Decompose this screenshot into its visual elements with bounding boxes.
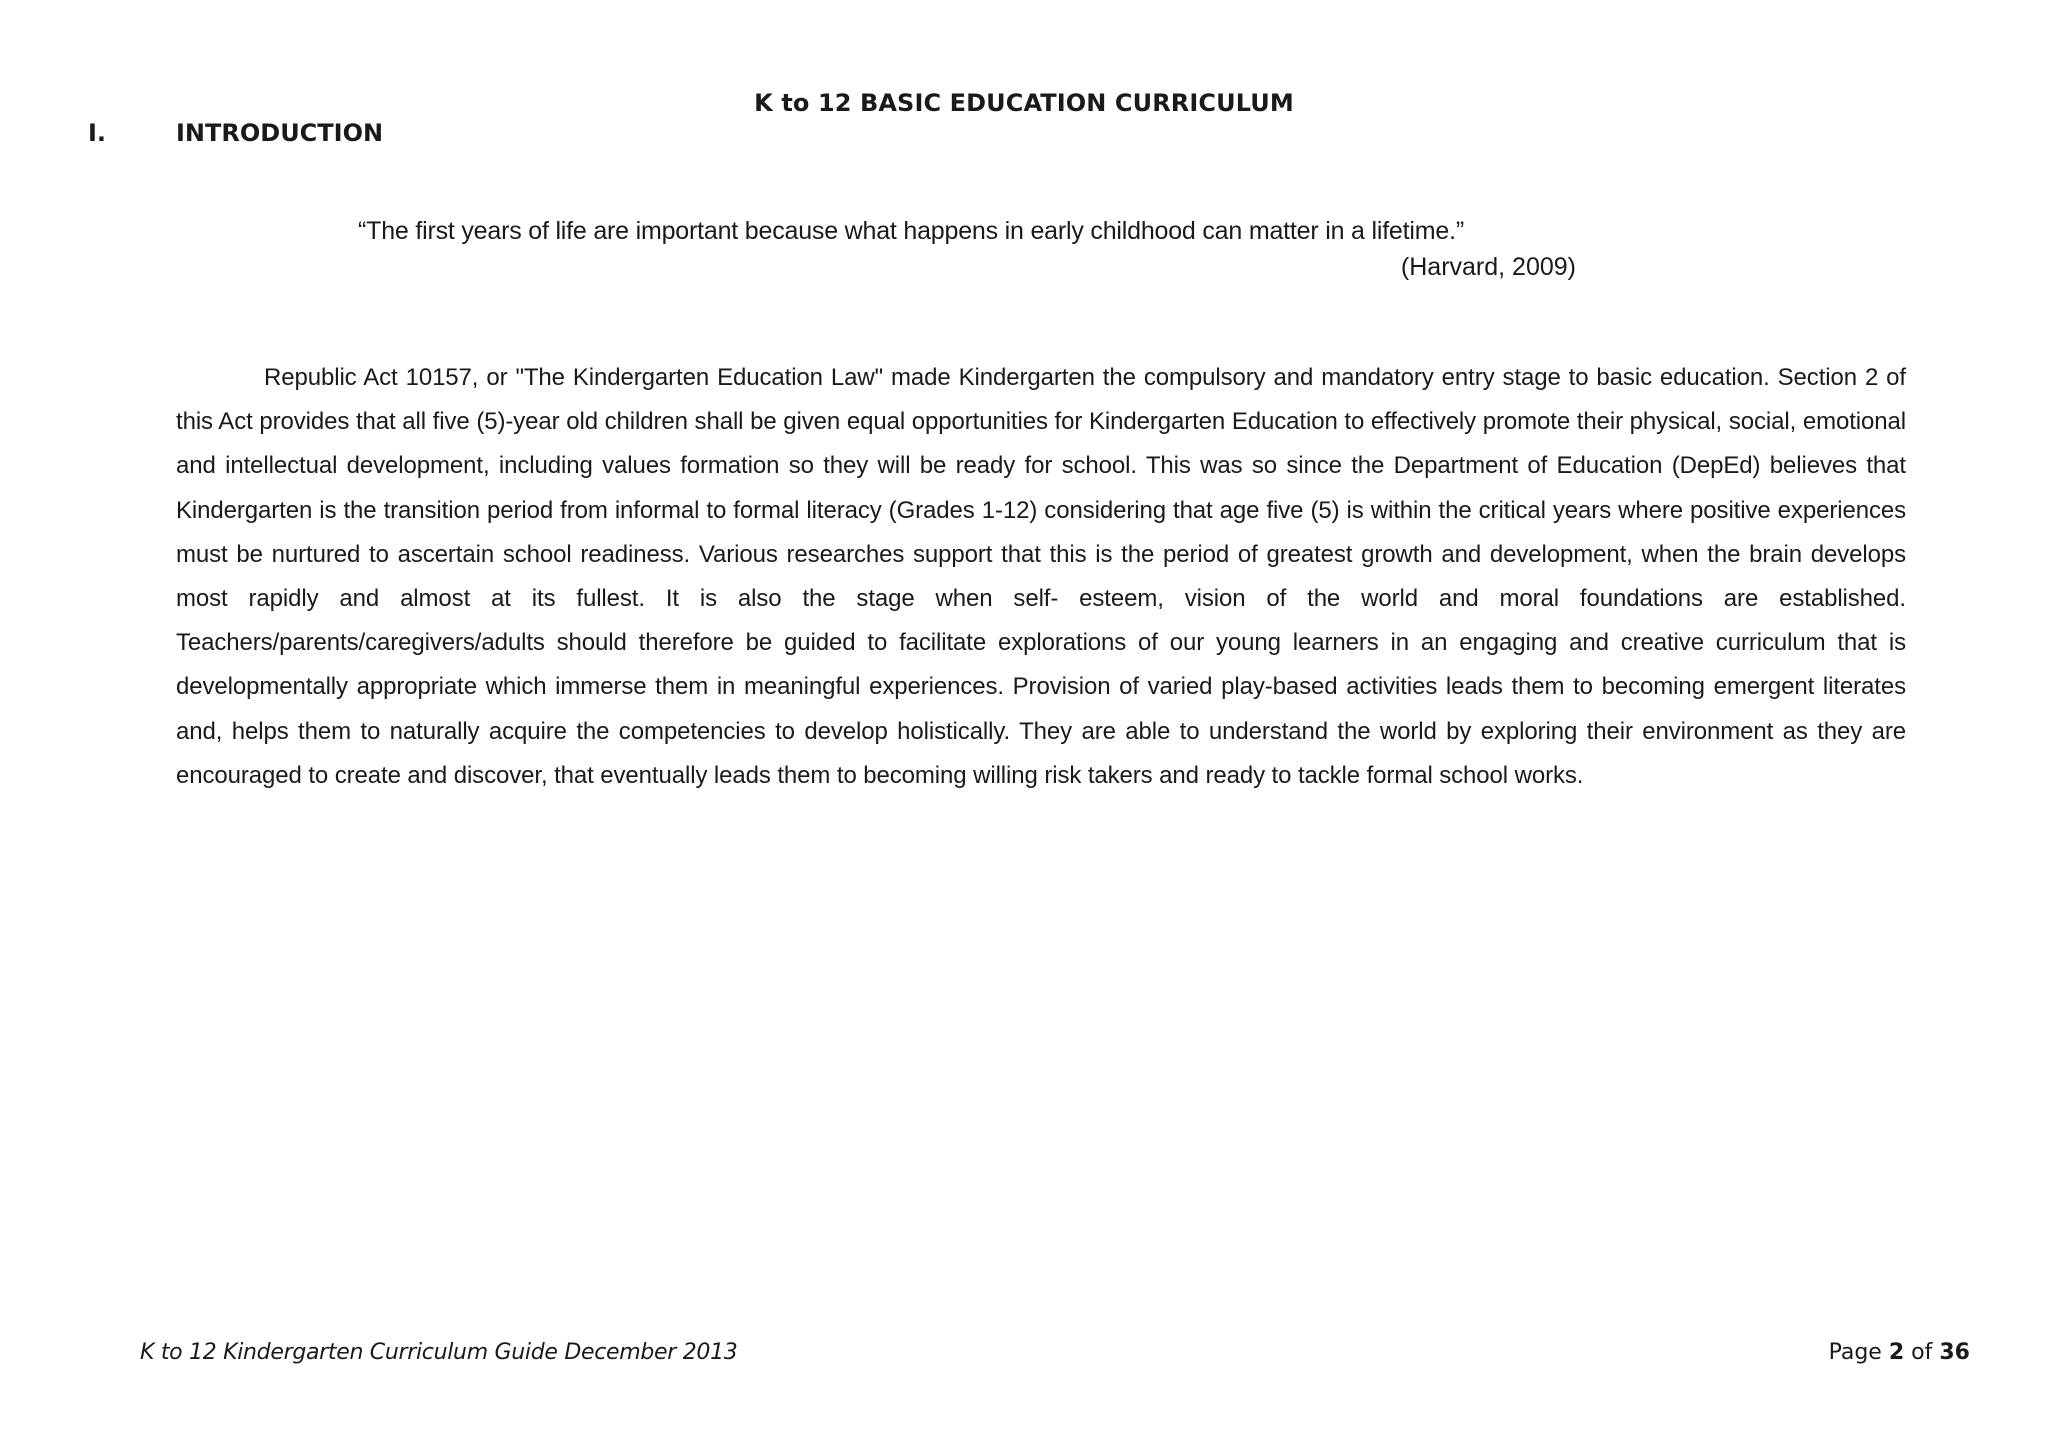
section-title: INTRODUCTION — [176, 119, 384, 147]
page-current: 2 — [1888, 1340, 1905, 1365]
page-number — [1829, 1338, 1970, 1368]
section-number: I. — [88, 119, 107, 147]
epigraph-source: (Harvard, 2009) — [1400, 253, 1576, 281]
introduction-paragraph: Republic Act 10157, or "The Kindergarten Education Law" made Kindergarten the compulsory and mandatory entry stage to basic education. Section 2 of this Act provides that all five (5)-year old children shall be given equal opportunities for Kindergarten Education to effectively promote their physical, social, emotional and intellectual development, including values formation so they will be ready for school. This was so since the Department of Education (DepEd) believes that Kindergarten is the transition period from informal to formal literacy (Grades 1-12) considering that age five (5) is within the critical years where positive experiences must be nurtured to ascertain school readiness. Various researches support that this is the period of greatest growth and development, when the brain develops most rapidly and almost at its fullest. It is also the stage when self- esteem, vision of the world and moral foundations are established. Teachers/parents/caregivers/adults should therefore be guided to facilitate explorations of our young learners in an engaging and creative curriculum that is developmentally appropriate which immerse them in meaningful experiences. Provision of varied play-based activities leads them to becoming emergent literates and, helps them to naturally acquire the competencies to develop holistically. They are able to understand the world by exploring their environment as they are encouraged to create and discover, that eventually leads them to becoming willing risk takers and ready to tackle formal school works. — [176, 364, 1906, 789]
footer-guide-title: K to 12 Kindergarten Curriculum Guide December 2013 — [140, 1340, 738, 1365]
page-total: 36 — [1939, 1340, 1970, 1365]
section-heading — [88, 118, 383, 148]
of-word: of — [1911, 1340, 1933, 1365]
page-word: Page — [1828, 1340, 1882, 1365]
page-footer — [140, 1338, 1970, 1368]
epigraph-quote: “The first years of life are important because what happens in early childhood can matter in a lifetime.” — [358, 217, 1464, 245]
document-title: K to 12 BASIC EDUCATION CURRICULUM — [754, 89, 1294, 117]
